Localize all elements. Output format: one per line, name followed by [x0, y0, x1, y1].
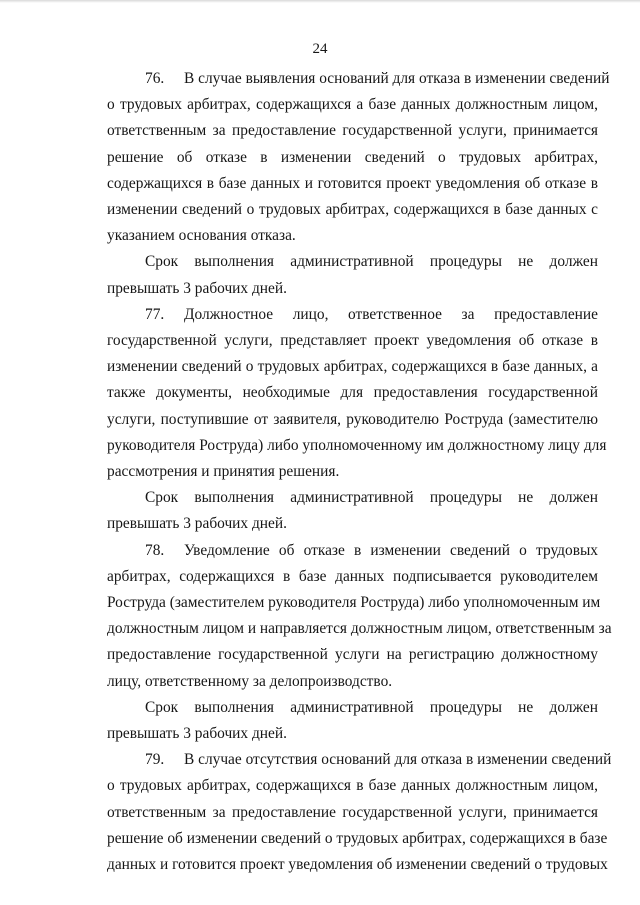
paragraph-76: [107, 66, 610, 249]
text-line: должностным лицом и направляется должностным лицом, ответственным за: [107, 620, 612, 638]
paragraph-number: 79.: [145, 751, 165, 769]
text-line: лицу, ответственному за делопроизводство.: [107, 672, 393, 690]
text-line: 77. Должностное лицо, ответственное за предоставление: [107, 302, 598, 328]
text-line: предоставление государственной услуги на регистрацию должностному: [107, 646, 598, 664]
text-line: изменении сведений о трудовых арбитрах, содержащихся в базе данных с: [107, 201, 598, 219]
deadline-note-77: [107, 485, 598, 537]
text-line: Срок выполнения административной процедуры не должен: [145, 698, 598, 716]
text-line: Срок выполнения административной процедуры не должен: [145, 489, 598, 507]
text-line: решение об изменении сведений о трудовых арбитрах, содержащихся в базе: [107, 829, 608, 847]
text-line: 78. Уведомление об отказе в изменении сведений о трудовых: [107, 538, 598, 564]
text-line: также документы, необходимые для предоставления государственной: [107, 384, 598, 402]
text-line: услуги, поступившие от заявителя, руководителю Роструда (заместителю: [107, 410, 598, 428]
document-body: [107, 66, 612, 878]
text-line: государственной услуги, представляет проект уведомления об отказе в: [107, 332, 598, 350]
paragraph-79: [107, 747, 612, 878]
text-line: руководителя Роструда) либо уполномоченному им должностному лицу для: [107, 436, 607, 454]
text-line: изменении сведений о трудовых арбитрах, содержащихся в базе данных, а: [107, 358, 598, 376]
page-number: 24: [312, 41, 328, 57]
paragraph-number: 77.: [145, 305, 165, 323]
paragraph-number: 76.: [145, 70, 165, 87]
text-line: ответственным за предоставление государственной услуги, принимается: [107, 803, 598, 821]
text-line: содержащихся в базе данных и готовится проект уведомления об отказе в: [107, 174, 598, 192]
text-line: данных и готовится проект уведомления об изменении сведений о трудовых: [107, 856, 608, 874]
text-line: превышать 3 рабочих дней.: [107, 725, 287, 743]
scan-top-edge: [0, 0, 640, 3]
text-line: 79. В случае отсутствия оснований для отказа в изменении сведений: [107, 747, 598, 773]
text-line: Срок выполнения административной процедуры не должен: [145, 253, 598, 271]
text-line: решение об отказе в изменении сведений о трудовых арбитрах,: [107, 148, 598, 166]
text-line: превышать 3 рабочих дней.: [107, 279, 287, 297]
deadline-note-76: [107, 249, 598, 301]
text-line: рассмотрения и принятия решения.: [107, 463, 340, 481]
text-line: о трудовых арбитрах, содержащихся а базе данных должностным лицом,: [107, 96, 598, 114]
text-line: превышать 3 рабочих дней.: [107, 515, 287, 533]
paragraph-77: [107, 302, 607, 485]
text-line: о трудовых арбитрах, содержащихся в базе данных должностным лицом,: [107, 777, 598, 795]
paragraph-78: [107, 538, 612, 695]
paragraph-number: 78.: [145, 541, 165, 559]
deadline-note-78: [107, 695, 598, 747]
text-line: арбитрах, содержащихся в базе данных подписывается руководителем: [107, 567, 598, 585]
text-line: Роструда (заместителем руководителя Роструда) либо уполномоченным им: [107, 594, 601, 612]
text-line: ответственным за предоставление государственной услуги, принимается: [107, 122, 598, 140]
text-line: 76. В случае выявления оснований для отказа в изменении сведений: [107, 66, 598, 92]
text-line: указанием основания отказа.: [107, 227, 296, 245]
